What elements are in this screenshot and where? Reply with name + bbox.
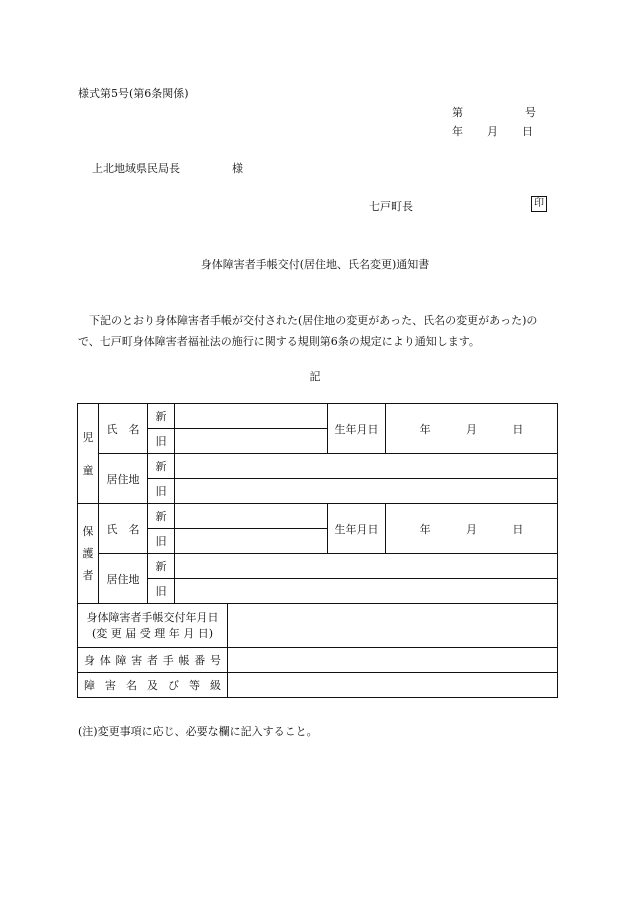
child-address-new-field[interactable] (175, 454, 558, 479)
issue-date-label-line-1: 身体障害者手帳交付年月日 (86, 610, 219, 624)
label-char: 級 (210, 679, 221, 692)
child-label-2: 童 (82, 463, 94, 477)
guardian-address-new-field[interactable] (175, 554, 558, 579)
notification-form-table (77, 403, 558, 698)
date-year-label: 年 (452, 125, 463, 138)
label-char: 障 (84, 679, 95, 692)
child-name-new-label: 新 (148, 404, 175, 429)
child-section-label (78, 404, 99, 504)
handbook-number-text (78, 652, 227, 668)
child-address-old-label: 旧 (148, 479, 175, 504)
label-char: 身 (84, 654, 95, 667)
guardian-address-old-label: 旧 (148, 579, 175, 604)
ki-heading: 記 (309, 370, 321, 383)
guardian-birthdate-field[interactable] (386, 504, 558, 554)
guardian-birthdate-label: 生年月日 (328, 504, 386, 554)
guardian-name-old-field[interactable] (175, 529, 328, 554)
footnote: (注)変更事項に応じ、必要な欄に記入すること。 (78, 725, 318, 738)
child-birth-month: 月 (465, 422, 477, 436)
document-number-line (452, 104, 536, 120)
issue-date-field[interactable] (228, 604, 558, 648)
date-month-label: 月 (487, 125, 498, 138)
guardian-section-label (78, 504, 99, 604)
label-char: び (168, 679, 179, 692)
form-number: 様式第5号(第6条関係) (78, 87, 189, 100)
doc-no-suffix: 号 (525, 106, 536, 119)
child-birth-year: 年 (419, 422, 431, 436)
label-char: 等 (189, 679, 200, 692)
date-day-label: 日 (522, 125, 533, 138)
guardian-address-label: 居住地 (99, 554, 148, 604)
child-name-label: 氏 名 (99, 404, 148, 454)
document-date-line (452, 123, 533, 139)
doc-no-prefix: 第 (452, 106, 463, 119)
child-address-label: 居住地 (99, 454, 148, 504)
child-birthdate-field[interactable] (386, 404, 558, 454)
issue-date-label (78, 604, 228, 648)
addressee-name: 上北地域県民局長 (92, 162, 180, 175)
child-birthdate-label: 生年月日 (328, 404, 386, 454)
addressee-honorific: 様 (232, 162, 243, 175)
handbook-number-field[interactable] (228, 648, 558, 673)
child-birth-day: 日 (512, 422, 524, 436)
label-char: 帳 (178, 654, 190, 667)
guardian-name-old-label: 旧 (148, 529, 175, 554)
child-name-old-label: 旧 (148, 429, 175, 454)
guardian-address-new-label: 新 (148, 554, 175, 579)
body-text: 下記のとおり身体障害者手帳が交付された(居住地の変更があった、氏名の変更があった)ので、七戸町身体障害者福祉法の施行に関する規則第6条の規定により通知します。 (78, 314, 538, 348)
disability-label (78, 673, 228, 698)
guardian-birth-year: 年 (419, 522, 431, 536)
guardian-label-2: 護 (82, 546, 94, 560)
guardian-birth-day: 日 (512, 522, 524, 536)
child-label-1: 児 (82, 430, 94, 444)
label-char: 手 (162, 654, 174, 667)
label-char: 者 (147, 654, 158, 667)
document-title: 身体障害者手帳交付(居住地、氏名変更)通知書 (200, 258, 430, 271)
label-char: 障 (115, 654, 127, 667)
child-name-old-field[interactable] (175, 429, 328, 454)
label-char: 害 (131, 654, 143, 667)
issue-date-label-line-2: (変 更 届 受 理 年 月 日) (91, 626, 214, 640)
guardian-address-old-field[interactable] (175, 579, 558, 604)
guardian-label-3: 者 (82, 568, 94, 582)
label-char: 名 (126, 679, 137, 692)
guardian-birth-month: 月 (465, 522, 477, 536)
label-char: 体 (99, 654, 111, 667)
handbook-number-label (78, 648, 228, 673)
guardian-name-label: 氏 名 (99, 504, 148, 554)
issuer-name: 七戸町長 (369, 200, 413, 213)
label-char: 番 (194, 654, 206, 667)
seal-mark: 印 (531, 196, 547, 212)
guardian-name-new-label: 新 (148, 504, 175, 529)
label-char: 害 (105, 679, 116, 692)
child-address-new-label: 新 (148, 454, 175, 479)
label-char: 及 (147, 679, 158, 692)
guardian-name-new-field[interactable] (175, 504, 328, 529)
label-char: 号 (210, 654, 221, 667)
disability-text (78, 677, 227, 693)
child-address-old-field[interactable] (175, 479, 558, 504)
guardian-label-1: 保 (82, 524, 94, 538)
child-name-new-field[interactable] (175, 404, 328, 429)
disability-field[interactable] (228, 673, 558, 698)
